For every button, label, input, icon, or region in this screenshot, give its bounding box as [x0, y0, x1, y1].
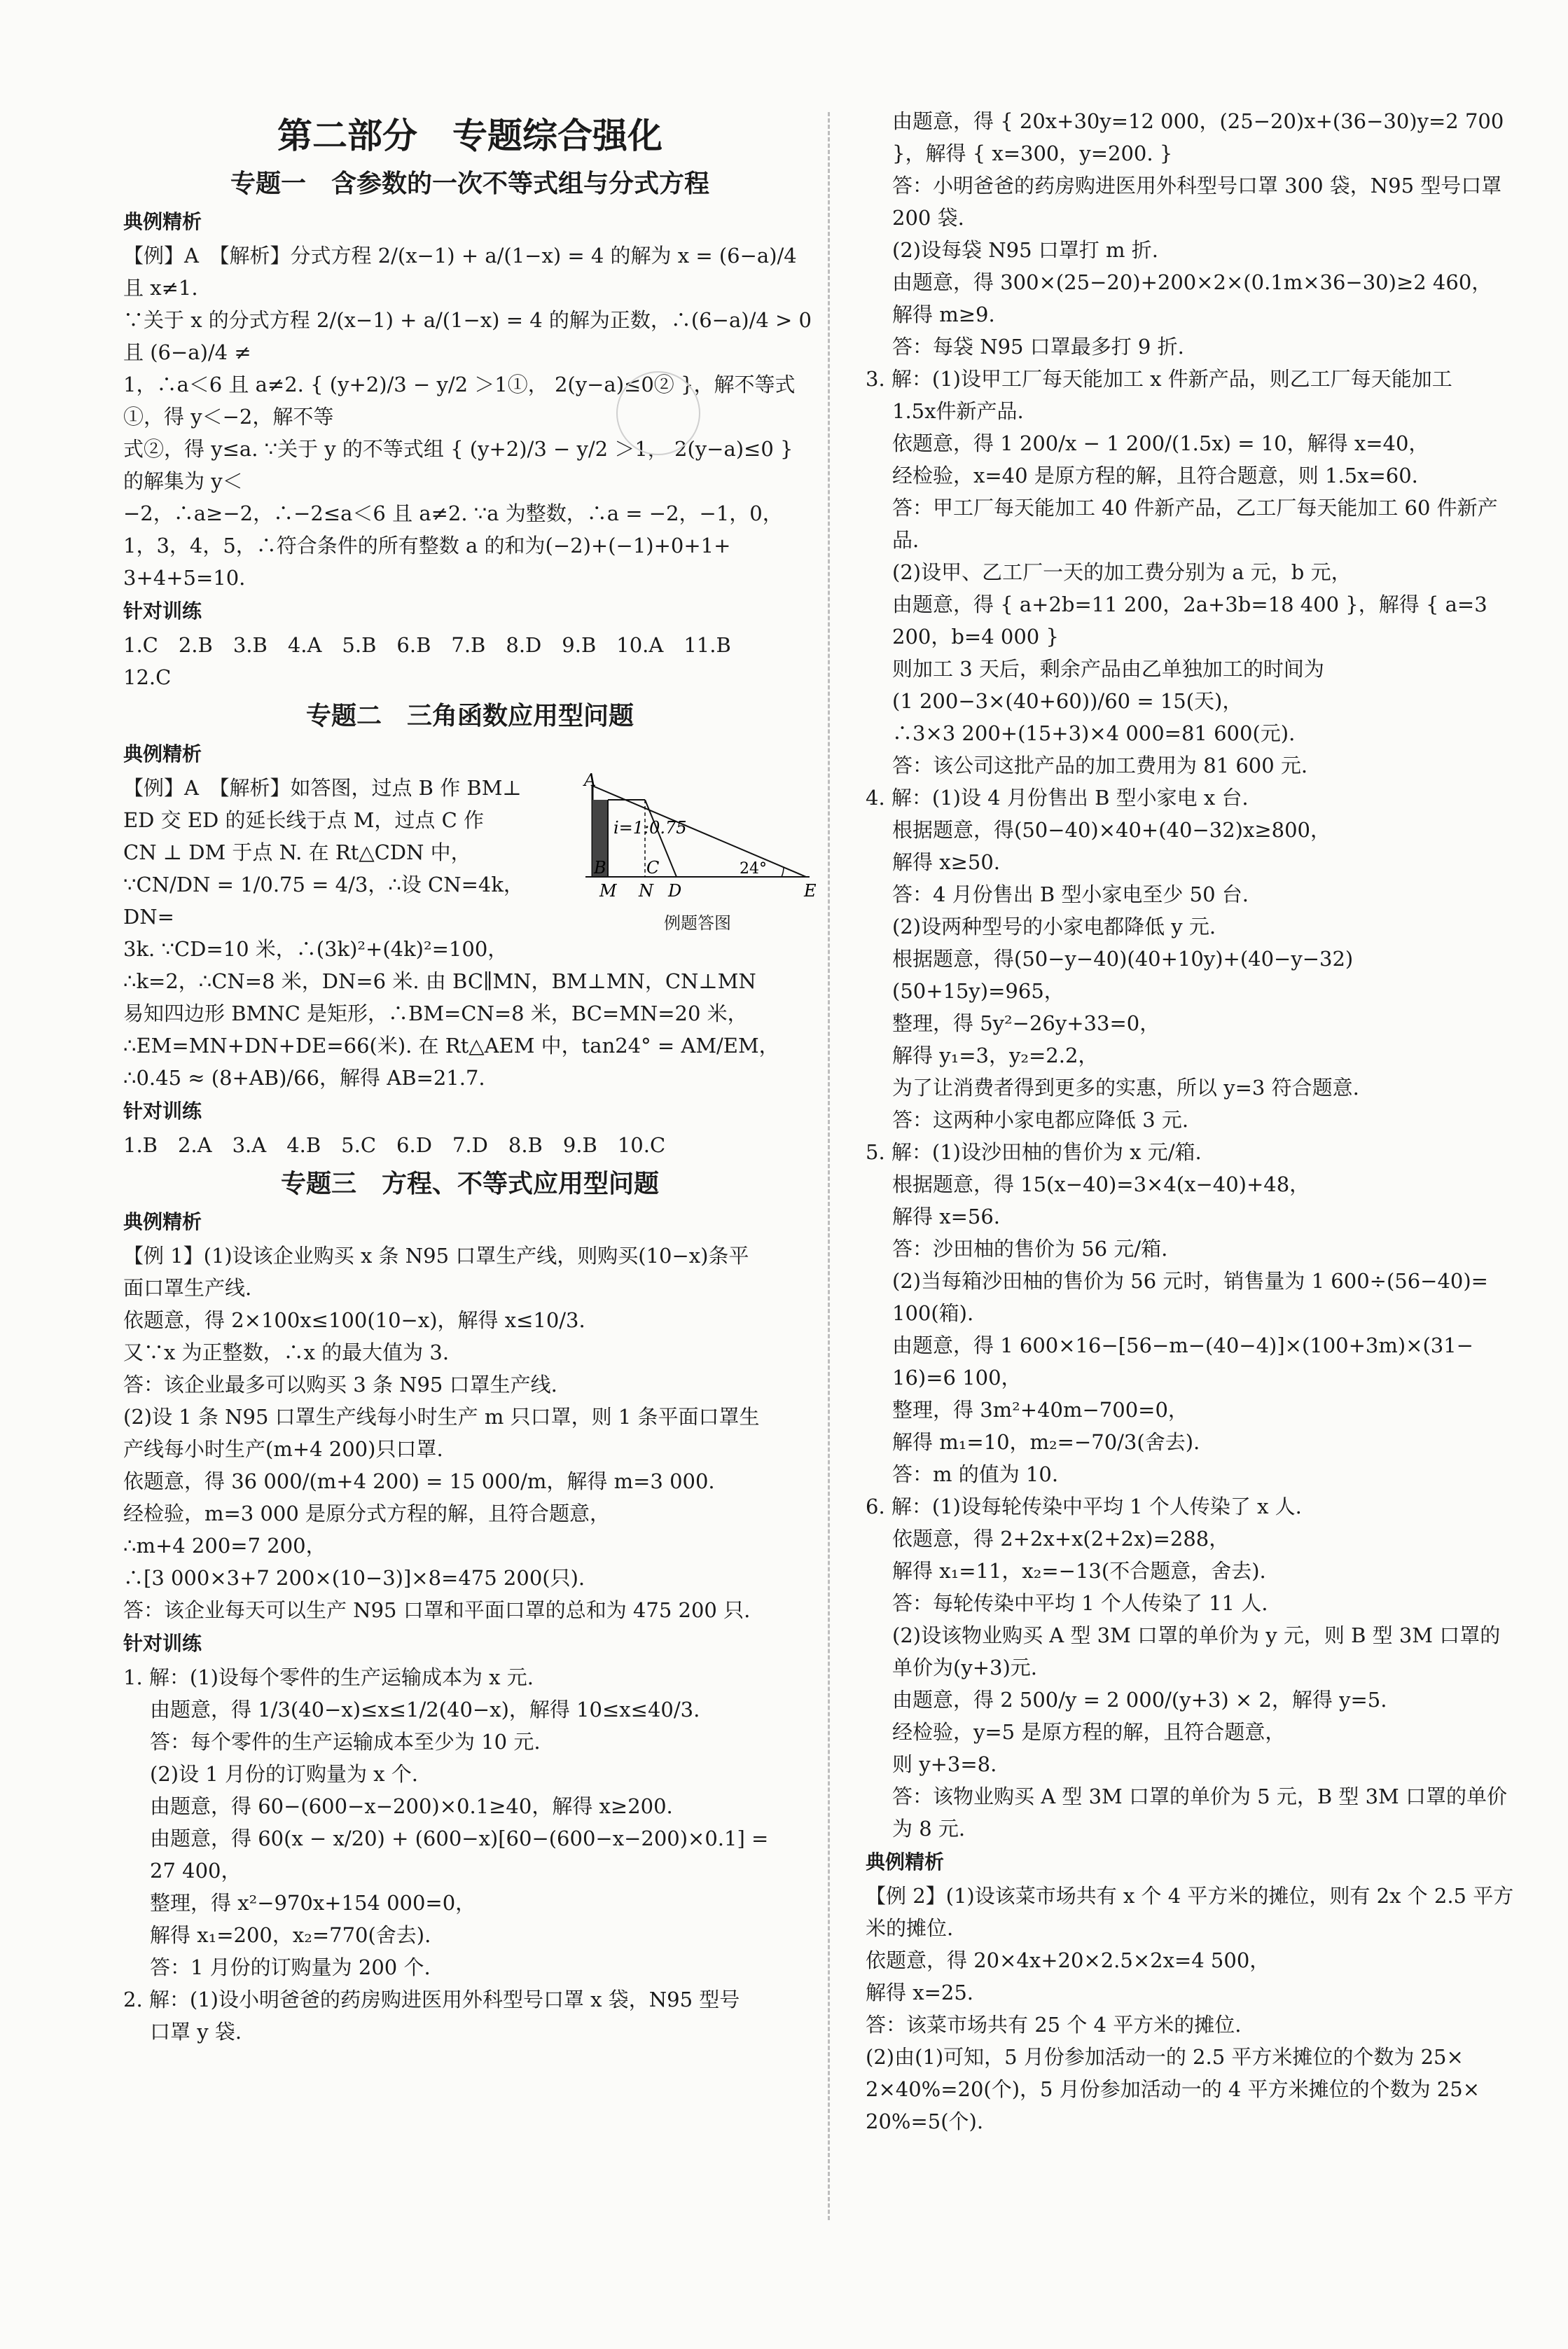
text-line: (2)设甲、乙工厂一天的加工费分别为 a 元，b 元， [892, 560, 1352, 584]
text-line: 答：该企业每天可以生产 N95 口罩和平面口罩的总和为 475 200 只. [123, 1598, 751, 1622]
page-title: 第二部分 专题综合强化 [277, 116, 662, 156]
text-line: 依题意，得 2+2x+x(2+2x)=288， [892, 1527, 1230, 1551]
text-line: 由题意，得 { 20x+30y=12 000，(25−20)x+(36−30)y=2 700 }，解得 { x=300，y=200. } [892, 109, 1504, 165]
text-line: 由题意，得 60−(600−x−200)×0.1≥40，解得 x≥200. [150, 1794, 673, 1818]
text-line: 答：每袋 N95 口罩最多打 9 折. [892, 335, 1184, 359]
answer-line: 12.C [123, 665, 172, 689]
text-line: 由题意，得 { a+2b=11 200，2a+3b=18 400 }，解得 { a=3 200，b=4 000 } [892, 593, 1487, 649]
text-line: (2)当每箱沙田柚的售价为 56 元时，销售量为 1 600÷(56−40)= [892, 1269, 1488, 1293]
text-line: ∵关于 x 的分式方程 2/(x−1) + a/(1−x) = 4 的解为正数，∴(6−a)/4 > 0 且 (6−a)/4 ≠ [123, 308, 812, 364]
text-line: 答：每轮传染中平均 1 个人传染了 11 人. [892, 1591, 1268, 1615]
text-line: 由题意，得 2 500/y = 2 000/(y+3) × 2，解得 y=5. [892, 1688, 1387, 1712]
text-line: 1，3，4，5，∴符合条件的所有整数 a 的和为(−2)+(−1)+0+1+ [123, 534, 731, 557]
q3 [866, 363, 1520, 782]
text-line: (2)设该物业购买 A 型 3M 口罩的单价为 y 元，则 B 型 3M 口罩的 [892, 1623, 1501, 1647]
text-line: (1 200−3×(40+60))/60 = 15(天)， [892, 689, 1243, 713]
text-line: 品. [892, 528, 920, 552]
text-line: 答：沙田柚的售价为 56 元/箱. [892, 1237, 1168, 1261]
topic3-title: 专题三 方程、不等式应用型问题 [280, 1170, 659, 1198]
watermark-stamp-icon [616, 371, 700, 455]
text-line: 1.5x件新产品. [892, 399, 1024, 423]
q6 [866, 1490, 1520, 1845]
slope-label: i=1:0.75 [613, 818, 687, 838]
text-line: 20%=5(个). [866, 2109, 984, 2133]
text-line: 解得 x₁=200，x₂=770(舍去). [150, 1923, 431, 1947]
example2 [866, 1880, 1520, 2137]
text-line: 3k. ∵CD=10 米，∴(3k)²+(4k)²=100， [123, 937, 508, 961]
label-B: B [594, 858, 606, 878]
q2-continued [866, 105, 1520, 363]
text-line: 经检验，y=5 是原方程的解，且符合题意， [892, 1720, 1286, 1744]
label-M: M [599, 881, 617, 901]
answer-line: 1.B 2.A 3.A 4.B 5.C 6.D 7.D 8.B 9.B 10.C [123, 1133, 666, 1157]
topic2-title: 专题二 三角函数应用型问题 [305, 702, 634, 730]
text-line: 【例】A 【解析】如答图，过点 B 作 BM⊥ [123, 776, 522, 800]
left-column [123, 105, 817, 2048]
label-N: N [639, 881, 653, 901]
text-line: ∴3×3 200+(15+3)×4 000=81 600(元). [892, 721, 1296, 745]
label-A: A [584, 772, 597, 790]
topic1-example [123, 240, 817, 594]
angle-label: 24° [740, 860, 767, 878]
text-line: 根据题意，得 15(x−40)=3×4(x−40)+48， [892, 1172, 1310, 1196]
figure-caption: 例题答图 [664, 913, 731, 933]
text-line: 解得 x≥50. [892, 850, 1000, 874]
text-line: 解得 x=56. [892, 1205, 1000, 1228]
text-line: 答：该物业购买 A 型 3M 口罩的单价为 5 元，B 型 3M 口罩的单价 [892, 1785, 1507, 1808]
text-line: 2. 解：(1)设小明爸爸的药房购进医用外科型号口罩 x 袋，N95 型号 [123, 1988, 740, 2011]
example2-header: 典例精析 [866, 1850, 945, 1873]
text-line: 【例 2】(1)设该菜市场共有 x 个 4 平方米的摊位，则有 2x 个 2.5 平方 [866, 1884, 1514, 1908]
example-figure [578, 772, 817, 934]
text-line: 100(箱). [892, 1301, 974, 1325]
text-line: 根据题意，得(50−40)×40+(40−32)x≥800， [892, 818, 1331, 842]
text-line: (2)由(1)可知，5 月份参加活动一的 2.5 平方米摊位的个数为 25× [866, 2045, 1464, 2069]
text-line: 易知四边形 BMNC 是矩形，∴BM=CN=8 米，BC=MN=20 米， [123, 1002, 748, 1025]
text-line: ∴0.45 ≈ (8+AB)/66，解得 AB=21.7. [123, 1066, 485, 1090]
text-line: 答：甲工厂每天能加工 40 件新产品，乙工厂每天能加工 60 件新产 [892, 496, 1498, 520]
text-line: 面口罩生产线. [123, 1276, 252, 1300]
text-line: 口罩 y 袋. [150, 2020, 242, 2044]
text-line: 3+4+5=10. [123, 566, 246, 590]
text-line: 答：该企业最多可以购买 3 条 N95 口罩生产线. [123, 1373, 557, 1397]
text-line: 答：每个零件的生产运输成本至少为 10 元. [150, 1730, 541, 1754]
text-line: 依题意，得 36 000/(m+4 200) = 15 000/m，解得 m=3 000. [123, 1469, 715, 1493]
text-line: 根据题意，得(50−y−40)(40+10y)+(40−y−32)(50+15y)=965， [892, 947, 1354, 1003]
text-line: −2，∴a≥−2，∴−2≤a＜6 且 a≠2. ∵a 为整数，∴a = −2，−1，0， [123, 501, 783, 525]
text-line: 产线每小时生产(m+4 200)只口罩. [123, 1437, 443, 1461]
text-line: ∴EM=MN+DN+DE=66(米). 在 Rt△AEM 中，tan24° = AM/EM， [123, 1034, 779, 1058]
text-line: ∵CN/DN = 1/0.75 = 4/3，∴设 CN=4k，DN= [123, 873, 524, 929]
column-divider [828, 112, 830, 2220]
text-line: 经检验，x=40 是原方程的解，且符合题意，则 1.5x=60. [892, 464, 1418, 487]
topic1-example-header: 典例精析 [123, 210, 202, 233]
text-line: 16)=6 100， [892, 1366, 1022, 1390]
text-line: 单价为(y+3)元. [892, 1656, 1037, 1679]
text-line: 【例 1】(1)设该企业购买 x 条 N95 口罩生产线，则购买(10−x)条平 [123, 1244, 749, 1268]
topic3-q2-left [123, 1983, 817, 2048]
label-D: D [668, 881, 682, 901]
text-line: 由题意，得 300×(25−20)+200×2×(0.1m×36−30)≥2 460， [892, 270, 1492, 294]
text-line: 式②，得 y≤a. ∵关于 y 的不等式组 { (y+2)/3 − y/2 ＞1， 2(y−a)≤0 } 的解集为 y＜ [123, 437, 793, 493]
text-line: 答：该菜市场共有 25 个 4 平方米的摊位. [866, 2013, 1242, 2037]
text-line: 解得 x=25. [866, 1981, 973, 2004]
topic3-example-header: 典例精析 [123, 1210, 202, 1233]
text-line: 200 袋. [892, 206, 964, 230]
text-line: 整理，得 5y²−26y+33=0， [892, 1011, 1160, 1035]
topic3-q1 [123, 1661, 817, 1983]
topic2-example-header: 典例精析 [123, 742, 202, 765]
q5 [866, 1136, 1520, 1490]
label-E: E [804, 881, 817, 901]
text-line: (2)设两种型号的小家电都降低 y 元. [892, 915, 1216, 938]
text-line: 经检验，m=3 000 是原分式方程的解，且符合题意， [123, 1502, 611, 1525]
text-line: 为了让消费者得到更多的实惠，所以 y=3 符合题意. [892, 1076, 1359, 1100]
text-line: 依题意，得 1 200/x − 1 200/(1.5x) = 10，解得 x=40， [892, 431, 1429, 455]
text-line: 整理，得 3m²+40m−700=0， [892, 1398, 1188, 1422]
text-line: ∴[3 000×3+7 200×(10−3)]×8=475 200(只). [123, 1566, 585, 1590]
text-line: 1. 解：(1)设每个零件的生产运输成本为 x 元. [123, 1665, 534, 1689]
text-line: ED 交 ED 的延长线于点 M，过点 C 作 [123, 808, 485, 832]
text-line: 整理，得 x²−970x+154 000=0， [150, 1891, 476, 1915]
trig-diagram [578, 772, 817, 912]
text-line: 依题意，得 20×4x+20×2.5×2x=4 500， [866, 1948, 1270, 1972]
text-line: 3. 解：(1)设甲工厂每天能加工 x 件新产品，则乙工厂每天能加工 [866, 367, 1452, 391]
q4 [866, 782, 1520, 1136]
text-line: 答：这两种小家电都应降低 3 元. [892, 1108, 1189, 1132]
text-line: 2×40%=20(个)，5 月份参加活动一的 4 平方米摊位的个数为 25× [866, 2077, 1480, 2101]
text-line: 解得 x₁=11，x₂=−13(不合题意，舍去). [892, 1559, 1266, 1583]
text-line: ∴k=2，∴CN=8 米，DN=6 米. 由 BC∥MN，BM⊥MN，CN⊥MN [123, 969, 756, 993]
text-line: 【例】A 【解析】分式方程 2/(x−1) + a/(1−x) = 4 的解为 x = (6−a)/4 且 x≠1. [123, 244, 797, 300]
right-column [866, 105, 1520, 2137]
text-line: 为 8 元. [892, 1817, 966, 1841]
topic3-training-header: 针对训练 [123, 1632, 202, 1655]
text-line: 答：小明爸爸的药房购进医用外科型号口罩 300 袋，N95 型号口罩 [892, 174, 1502, 198]
topic3-example1 [123, 1240, 817, 1626]
text-line: (2)设 1 月份的订购量为 x 个. [150, 1762, 418, 1786]
text-line: 解得 m≥9. [892, 303, 995, 326]
text-line: 由题意，得 1/3(40−x)≤x≤1/2(40−x)，解得 10≤x≤40/3. [150, 1698, 700, 1721]
text-line: 则加工 3 天后，剩余产品由乙单独加工的时间为 [892, 657, 1324, 681]
text-line: 又∵x 为正整数，∴x 的最大值为 3. [123, 1340, 450, 1364]
text-line: 则 y+3=8. [892, 1752, 997, 1776]
text-line: 6. 解：(1)设每轮传染中平均 1 个人传染了 x 人. [866, 1495, 1302, 1518]
topic1-training-header: 针对训练 [123, 600, 202, 623]
topic2-training-header: 针对训练 [123, 1100, 202, 1123]
text-line: 5. 解：(1)设沙田柚的售价为 x 元/箱. [866, 1140, 1202, 1164]
text-line: (2)设每袋 N95 口罩打 m 折. [892, 238, 1158, 262]
text-line: 27 400， [150, 1859, 242, 1883]
topic2-example [123, 772, 817, 1094]
text-line: 答：4 月份售出 B 型小家电至少 50 台. [892, 882, 1249, 906]
label-C: C [646, 858, 660, 878]
text-line: 答：1 月份的订购量为 200 个. [150, 1955, 431, 1979]
text-line: 解得 y₁=3，y₂=2.2， [892, 1044, 1099, 1067]
text-line: 米的摊位. [866, 1916, 954, 1940]
text-line: 由题意，得 1 600×16−[56−m−(40−4)]×(100+3m)×(31− [892, 1333, 1473, 1357]
text-line: 由题意，得 60(x − x/20) + (600−x)[60−(600−x−200)×0.1] = [150, 1827, 769, 1850]
text-line: 解得 m₁=10，m₂=−70/3(舍去). [892, 1430, 1200, 1454]
answer-line: 1.C 2.B 3.B 4.A 5.B 6.B 7.B 8.D 9.B 10.A 11.B [123, 633, 731, 657]
text-line: (2)设 1 条 N95 口罩生产线每小时生产 m 只口罩，则 1 条平面口罩生 [123, 1405, 760, 1429]
text-line: 答：该公司这批产品的加工费用为 81 600 元. [892, 754, 1308, 777]
text-line: 1，∴a＜6 且 a≠2. { (y+2)/3 − y/2 ＞1①， 2(y−a)≤0② }，解不等式①，得 y＜−2，解不等 [123, 373, 796, 429]
topic1-title: 专题一 含参数的一次不等式组与分式方程 [230, 169, 709, 198]
text-line: 4. 解：(1)设 4 月份售出 B 型小家电 x 台. [866, 786, 1249, 810]
text-line: 答：m 的值为 10. [892, 1462, 1059, 1486]
text-line: CN ⊥ DM 于点 N. 在 Rt△CDN 中， [123, 840, 471, 864]
text-line: ∴m+4 200=7 200， [123, 1534, 326, 1558]
text-line: 依题意，得 2×100x≤100(10−x)，解得 x≤10/3. [123, 1308, 585, 1332]
